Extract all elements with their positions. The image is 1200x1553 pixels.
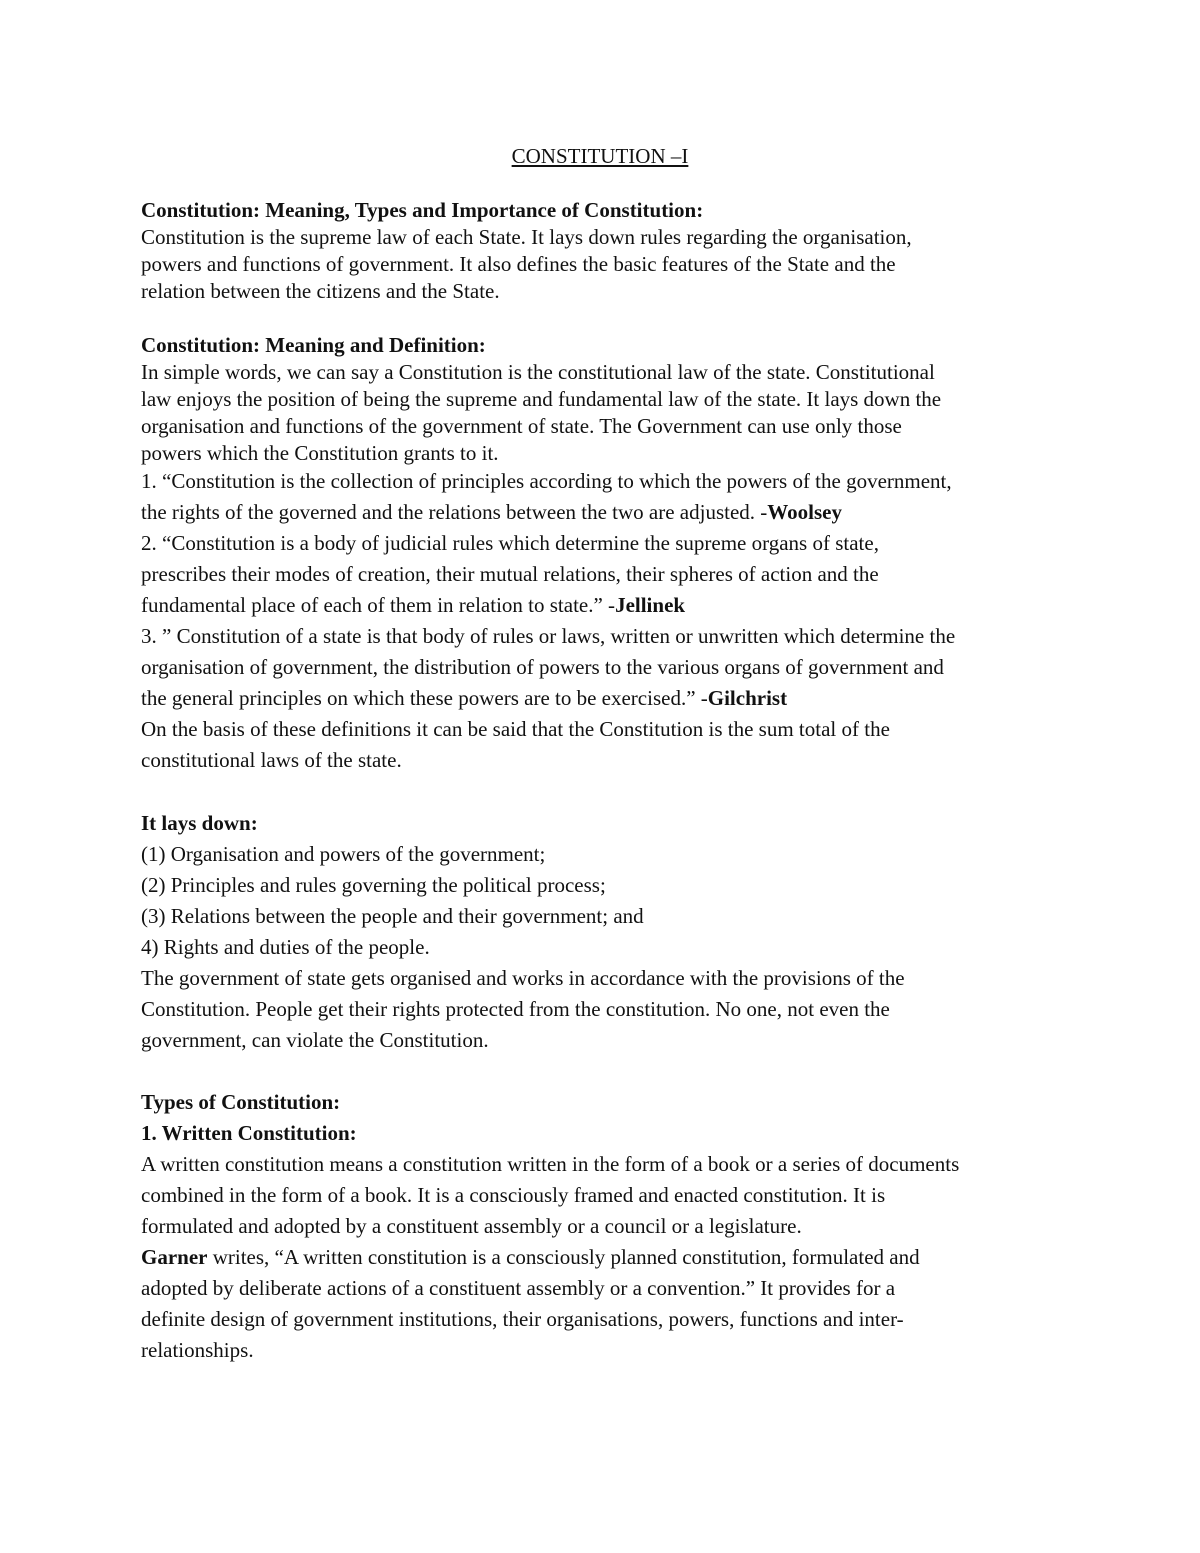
conclusion-line: On the basis of these definitions it can be said that the Constitution is the sum total of the: [141, 717, 890, 741]
author-garner: Garner: [141, 1245, 208, 1269]
definition-gilchrist-line: 3. ” Constitution of a state is that body of rules or laws, written or unwritten which determine the: [141, 624, 956, 648]
subsection-heading: 1. Written Constitution:: [141, 1121, 357, 1145]
section-heading: Types of Constitution:: [141, 1090, 341, 1114]
paragraph-line: In simple words, we can say a Constitution is the constitutional law of the state. Constitutional: [141, 360, 935, 384]
definitions-list: [141, 466, 1071, 776]
paragraph-line: adopted by deliberate actions of a constituent assembly or a convention.” It provides for a: [141, 1276, 896, 1300]
definition-gilchrist-line: organisation of government, the distribution of powers to the various organs of government and: [141, 655, 944, 679]
paragraph-line: powers and functions of government. It also defines the basic features of the State and the: [141, 252, 896, 276]
garner-quote-line: [141, 1242, 1071, 1273]
section-heading: It lays down:: [141, 811, 258, 835]
section-it-lays-down: [141, 808, 1071, 1056]
section-types: [141, 1087, 1071, 1366]
definition-woolsey-line: 1. “Constitution is the collection of principles according to which the powers of the government,: [141, 469, 952, 493]
paragraph-line: relationships.: [141, 1338, 254, 1362]
page-title: CONSTITUTION –I: [511, 144, 689, 168]
paragraph-line: government, can violate the Constitution.: [141, 1028, 489, 1052]
definition-text: fundamental place of each of them in relation to state.” -: [141, 593, 616, 617]
paragraph-line: formulated and adopted by a constituent assembly or a council or a legislature.: [141, 1214, 802, 1238]
quote-text: writes, “A written constitution is a consciously planned constitution, formulated and: [207, 1245, 920, 1269]
paragraph-line: A written constitution means a constitution written in the form of a book or a series of documents: [141, 1152, 960, 1176]
paragraph-line: The government of state gets organised and works in accordance with the provisions of the: [141, 966, 905, 990]
paragraph-line: law enjoys the position of being the supreme and fundamental law of the state. It lays down the: [141, 387, 942, 411]
definition-jellinek-line: 2. “Constitution is a body of judicial rules which determine the supreme organs of state,: [141, 531, 879, 555]
paragraph-line: Constitution is the supreme law of each State. It lays down rules regarding the organisation,: [141, 225, 912, 249]
definition-jellinek-line: prescribes their modes of creation, their mutual relations, their spheres of action and the: [141, 562, 879, 586]
paragraph-line: Constitution. People get their rights protected from the constitution. No one, not even the: [141, 997, 890, 1021]
list-item: 4) Rights and duties of the people.: [141, 935, 430, 959]
definition-woolsey-line: [141, 497, 1071, 528]
definition-text: the general principles on which these powers are to be exercised.” -: [141, 686, 708, 710]
paragraph-line: relation between the citizens and the State.: [141, 279, 500, 303]
definition-gilchrist-line: [141, 683, 1071, 714]
section-heading: Constitution: Meaning, Types and Importance of Constitution:: [141, 198, 704, 222]
list-item: (3) Relations between the people and their government; and: [141, 904, 644, 928]
paragraph-line: organisation and functions of the government of state. The Government can use only those: [141, 414, 902, 438]
list-item: (2) Principles and rules governing the political process;: [141, 873, 606, 897]
author-woolsey: Woolsey: [767, 500, 842, 524]
section-definition: [141, 332, 1071, 467]
paragraph-line: definite design of government institutions, their organisations, powers, functions and inter-: [141, 1307, 904, 1331]
definition-text: the rights of the governed and the relations between the two are adjusted. -: [141, 500, 768, 524]
author-jellinek: Jellinek: [615, 593, 686, 617]
conclusion-line: constitutional laws of the state.: [141, 748, 402, 772]
list-item: (1) Organisation and powers of the government;: [141, 842, 546, 866]
paragraph-line: powers which the Constitution grants to it.: [141, 441, 499, 465]
section-meaning-types: [141, 197, 1071, 305]
author-gilchrist: Gilchrist: [707, 686, 788, 710]
definition-jellinek-line: [141, 590, 1071, 621]
paragraph-line: combined in the form of a book. It is a consciously framed and enacted constitution. It is: [141, 1183, 886, 1207]
section-heading: Constitution: Meaning and Definition:: [141, 333, 486, 357]
